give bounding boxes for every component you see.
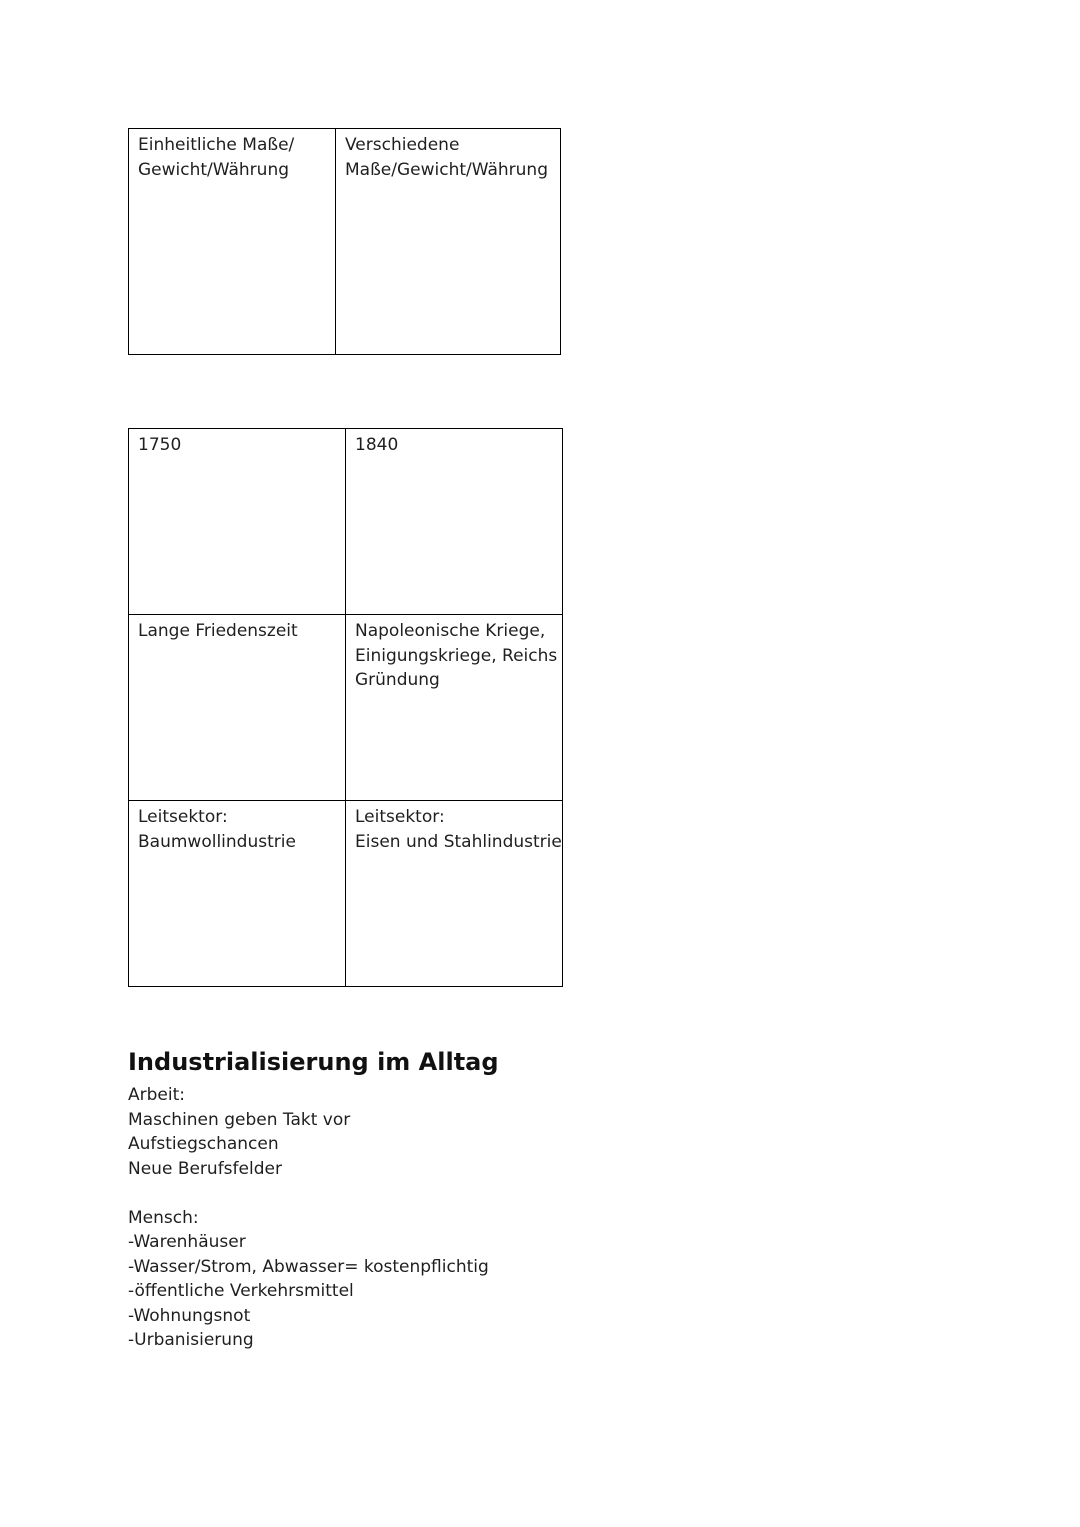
cell-text: Eisen und Stahlindustrie (355, 831, 562, 852)
paragraph-spacer (128, 1181, 728, 1206)
section-heading: Industrialisierung im Alltag (128, 1048, 499, 1076)
comparison-table-timeline (128, 428, 563, 987)
arbeit-item: Maschinen geben Takt vor (128, 1109, 351, 1130)
cell-text: Gründung (355, 670, 440, 690)
mensch-item: -Urbanisierung (128, 1330, 254, 1350)
table-row (129, 129, 561, 355)
table-cell (129, 429, 346, 615)
cell-text: Maße/Gewicht/Währung (345, 159, 548, 180)
table-row (129, 801, 563, 987)
comparison-table-units (128, 128, 561, 355)
table-row (129, 429, 563, 615)
mensch-item: -Wohnungsnot (128, 1305, 251, 1326)
table-cell (129, 615, 346, 801)
cell-text: 1840 (355, 435, 399, 455)
cell-text: Baumwollindustrie (138, 831, 296, 852)
mensch-item: -öffentliche Verkehrsmittel (128, 1281, 354, 1301)
cell-text: Leitsektor: (355, 807, 445, 827)
table-cell (336, 129, 561, 355)
cell-text: Lange Friedenszeit (138, 621, 298, 641)
cell-text: Einheitliche Maße/ (138, 135, 295, 155)
cell-text: Einigungskriege, Reichs (355, 645, 558, 666)
table-row (129, 615, 563, 801)
section-industrialisierung (128, 1044, 728, 1353)
table-cell (129, 801, 346, 987)
table-cell (129, 129, 336, 355)
cell-text: Leitsektor: (138, 807, 228, 827)
cell-text: 1750 (138, 435, 182, 455)
mensch-label: Mensch: (128, 1207, 199, 1228)
mensch-item: -Warenhäuser (128, 1232, 246, 1252)
cell-text: Verschiedene (345, 135, 460, 155)
cell-text: Napoleonische Kriege, (355, 621, 546, 641)
table-cell (346, 801, 563, 987)
arbeit-item: Neue Berufsfelder (128, 1158, 282, 1179)
mensch-item: -Wasser/Strom, Abwasser= kostenpflichtig (128, 1256, 489, 1277)
table-cell (346, 429, 563, 615)
cell-text: Gewicht/Währung (138, 159, 290, 180)
table-cell (346, 615, 563, 801)
arbeit-item: Aufstiegschancen (128, 1134, 279, 1154)
arbeit-label: Arbeit: (128, 1085, 185, 1105)
